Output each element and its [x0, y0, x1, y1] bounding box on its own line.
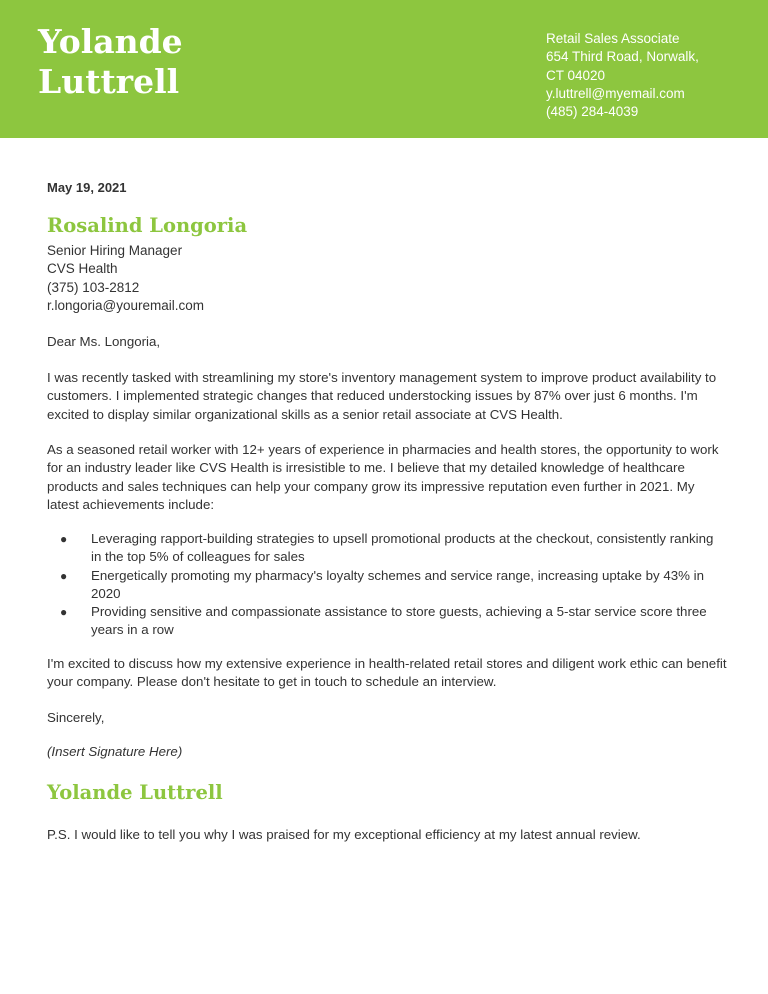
body-paragraph-1: I was recently tasked with streamlining my store's inventory management system to improve product availability to customers. I implemented strategic changes that reduced understocking issues by 87% over just 6 months. I'm excited to display similar organizational skills as a senior retail associate at CVS Health. [47, 370, 717, 422]
list-item [47, 603, 727, 640]
list-item-text: Leveraging rapport-building strategies to upsell promotional products at the checkout, consistently ranking in the top 5% of colleagues for sales [91, 531, 714, 565]
bullet-icon: ● [60, 605, 68, 620]
address-line-2: CT 04020 [546, 67, 606, 83]
applicant-last-name: Luttrell [38, 62, 180, 101]
applicant-first-name: Yolande [38, 22, 183, 61]
body-paragraph-3: I'm excited to discuss how my extensive experience in health-related retail stores and diligent work ethic can benefit your company. Please don't hesitate to get in touch to schedule an interview. [47, 656, 727, 690]
recipient-title: Senior Hiring Manager [47, 243, 183, 258]
list-item [47, 567, 727, 604]
applicant-email: y.luttrell@myemail.com [546, 85, 685, 101]
header-banner [0, 0, 768, 138]
postscript: P.S. I would like to tell you why I was praised for my exceptional efficiency at my latest annual review. [47, 827, 641, 842]
letter-date: May 19, 2021 [47, 180, 127, 195]
achievements-list [47, 530, 727, 640]
list-item-text: Energetically promoting my pharmacy's loyalty schemes and service range, increasing uptake by 43% in 2020 [91, 567, 705, 601]
job-title: Retail Sales Associate [546, 31, 680, 46]
list-item [47, 530, 727, 567]
closing: Sincerely, [47, 710, 105, 725]
bullet-icon: ● [60, 568, 68, 583]
signature-placeholder: (Insert Signature Here) [47, 744, 183, 759]
body-paragraph-2: As a seasoned retail worker with 12+ years of experience in pharmacies and health stores, the opportunity to work for an industry leader like CVS Health is irresistible to me. I believe that my detailed knowledge of healthcare products and sales techniques can help your company grow its impressive reputation even further in 2021. My latest achievements include: [47, 442, 719, 512]
sender-name: Yolande Luttrell [47, 781, 223, 804]
address-line-1: 654 Third Road, Norwalk, [546, 49, 699, 65]
recipient-company: CVS Health [47, 261, 118, 277]
recipient-details [47, 242, 204, 315]
recipient-email: r.longoria@youremail.com [47, 297, 205, 313]
salutation: Dear Ms. Longoria, [47, 334, 161, 349]
list-item-text: Providing sensitive and compassionate assistance to store guests, achieving a 5-star service score three years in a row [91, 604, 707, 638]
contact-block [546, 30, 699, 121]
recipient-phone: (375) 103-2812 [47, 279, 140, 295]
applicant-phone: (485) 284-4039 [546, 104, 639, 120]
recipient-name: Rosalind Longoria [47, 214, 248, 237]
bullet-icon: ● [60, 532, 68, 546]
